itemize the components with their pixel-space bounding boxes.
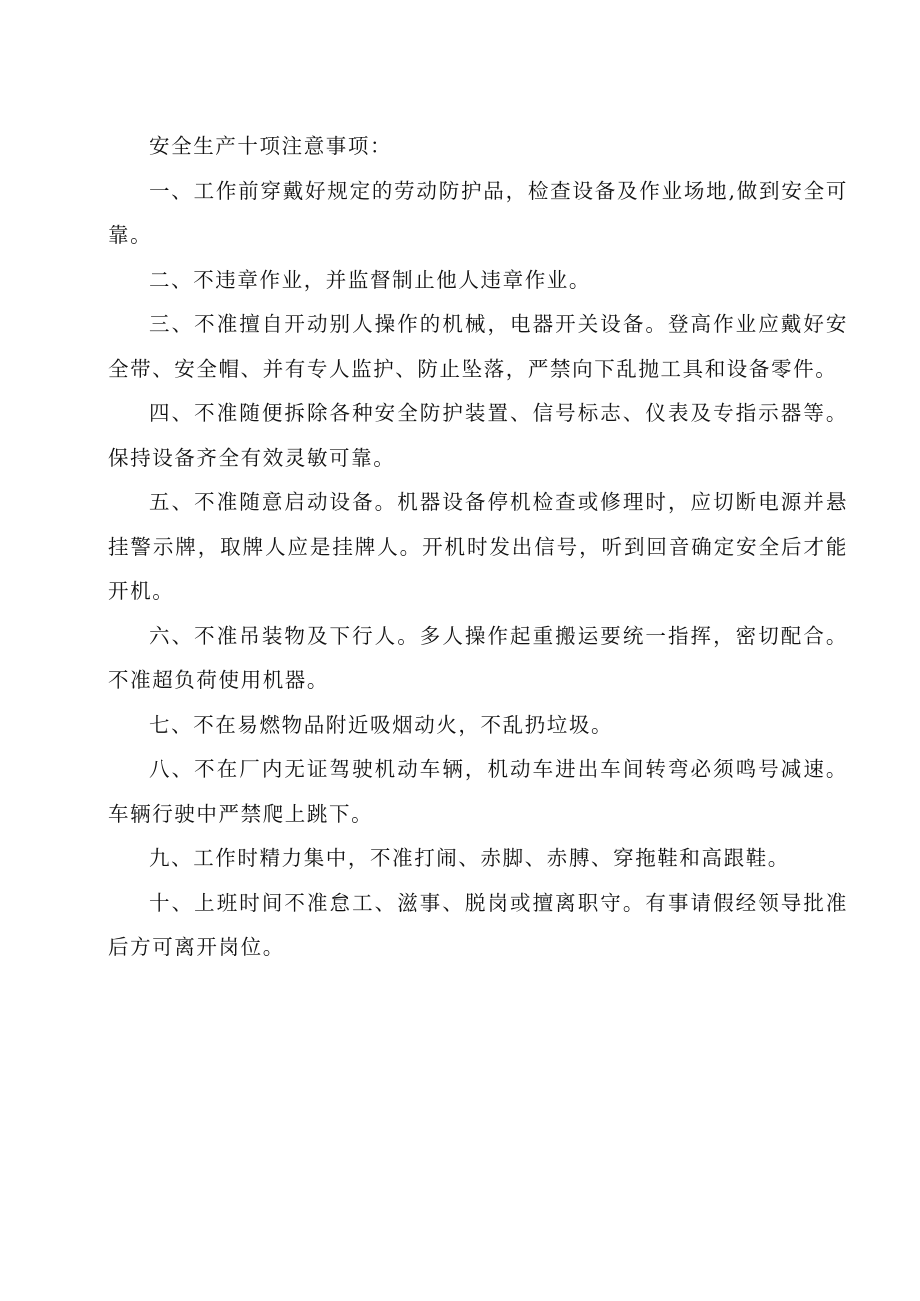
rule-item-10: 十、上班时间不准怠工、滋事、脱岗或擅离职守。有事请假经领导批准后方可离开岗位。: [108, 890, 848, 959]
rule-item-1: 一、工作前穿戴好规定的劳动防护品，检查设备及作业场地,做到安全可靠。: [108, 178, 848, 247]
rule-item-2: 二、不违章作业，并监督制止他人违章作业。: [149, 267, 591, 292]
rule-item-3: 三、不准擅自开动别人操作的机械，电器开关设备。登高作业应戴好安全带、安全帽、并有专人监护、防止坠落，严禁向下乱抛工具和设备零件。: [108, 312, 848, 381]
rule-item-9: 九、工作时精力集中，不准打闹、赤脚、赤膊、穿拖鞋和高跟鞋。: [149, 846, 790, 870]
rule-item-8: 八、不在厂内无证驾驶机动车辆，机动车进出车间转弯必须鸣号减速。车辆行驶中严禁爬上跳下。: [108, 757, 848, 826]
rule-item-4: 四、不准随便拆除各种安全防护装置、信号标志、仪表及专指示器等。保持设备齐全有效灵敏可靠。: [108, 401, 848, 470]
rule-item-7: 七、不在易燃物品附近吸烟动火，不乱扔垃圾。: [149, 712, 614, 737]
document-body: [108, 124, 848, 970]
rule-item-5: 五、不准随意启动设备。机器设备停机检查或修理时，应切断电源并悬挂警示牌，取牌人应是挂牌人。开机时发出信号，听到回音确定安全后才能开机。: [108, 490, 848, 603]
document-heading: 安全生产十项注意事项：: [149, 134, 393, 158]
rule-item-6: 六、不准吊装物及下行人。多人操作起重搬运要统一指挥，密切配合。不准超负荷使用机器。: [108, 623, 848, 692]
